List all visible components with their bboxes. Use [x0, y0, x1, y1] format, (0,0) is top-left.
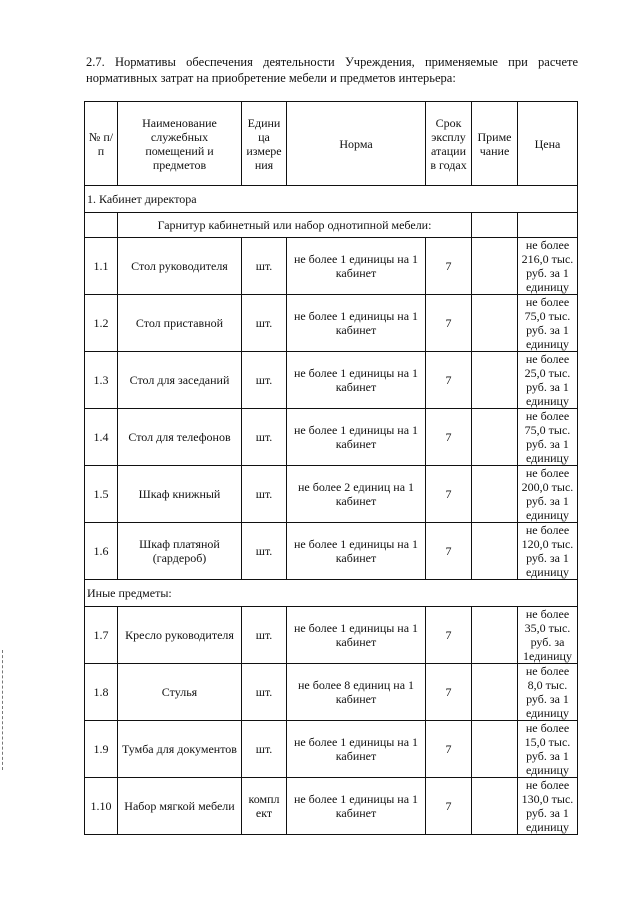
cell-price: не более 130,0 тыс. руб. за 1 единицу [518, 778, 578, 835]
cell-note [472, 352, 518, 409]
cell-note [472, 778, 518, 835]
cell-norm: не более 1 единицы на 1 кабинет [287, 778, 426, 835]
cell-name: Кресло руководителя [118, 607, 242, 664]
header-unit: Едини ца измере ния [242, 102, 287, 186]
cell-norm: не более 2 единиц на 1 кабинет [287, 466, 426, 523]
cell-unit: шт. [242, 352, 287, 409]
cell-price: не более 25,0 тыс. руб. за 1 единицу [518, 352, 578, 409]
cell-num: 1.8 [85, 664, 118, 721]
cell-name: Шкаф книжный [118, 466, 242, 523]
cell-num: 1.6 [85, 523, 118, 580]
cell-norm: не более 1 единицы на 1 кабинет [287, 238, 426, 295]
table-row [85, 409, 578, 466]
table-row [85, 466, 578, 523]
cell-term: 7 [426, 409, 472, 466]
cell-num: 1.10 [85, 778, 118, 835]
cell-price: не более 75,0 тыс. руб. за 1 единицу [518, 409, 578, 466]
scan-edge-mark [2, 650, 4, 770]
cell-term: 7 [426, 295, 472, 352]
cell-note [472, 466, 518, 523]
table-row [85, 523, 578, 580]
group-empty-num [85, 213, 118, 238]
cell-note [472, 721, 518, 778]
header-norm: Норма [287, 102, 426, 186]
cell-price: не более 200,0 тыс. руб. за 1 единицу [518, 466, 578, 523]
cell-unit: шт. [242, 523, 287, 580]
cell-term: 7 [426, 607, 472, 664]
cell-name: Стол для заседаний [118, 352, 242, 409]
cell-note [472, 295, 518, 352]
cell-name: Стол приставной [118, 295, 242, 352]
table-row [85, 721, 578, 778]
cell-price: не более 216,0 тыс. руб. за 1 единицу [518, 238, 578, 295]
cell-unit: компл ект [242, 778, 287, 835]
norms-table [84, 101, 578, 835]
header-term: Срок эксплу атации в годах [426, 102, 472, 186]
header-price: Цена [518, 102, 578, 186]
table-row [85, 607, 578, 664]
cell-norm: не более 1 единицы на 1 кабинет [287, 721, 426, 778]
cell-unit: шт. [242, 721, 287, 778]
cell-num: 1.2 [85, 295, 118, 352]
cell-unit: шт. [242, 466, 287, 523]
cell-num: 1.9 [85, 721, 118, 778]
cell-unit: шт. [242, 607, 287, 664]
section-title: Иные предметы: [85, 580, 578, 607]
table-row [85, 352, 578, 409]
cell-note [472, 409, 518, 466]
cell-num: 1.1 [85, 238, 118, 295]
cell-norm: не более 8 единиц на 1 кабинет [287, 664, 426, 721]
cell-unit: шт. [242, 409, 287, 466]
cell-name: Стулья [118, 664, 242, 721]
group-title: Гарнитур кабинетный или набор однотипной мебели: [118, 213, 472, 238]
cell-term: 7 [426, 778, 472, 835]
cell-term: 7 [426, 238, 472, 295]
cell-term: 7 [426, 523, 472, 580]
cell-norm: не более 1 единицы на 1 кабинет [287, 295, 426, 352]
table-row [85, 664, 578, 721]
cell-note [472, 238, 518, 295]
cell-num: 1.5 [85, 466, 118, 523]
cell-name: Стол для телефонов [118, 409, 242, 466]
cell-name: Стол руководителя [118, 238, 242, 295]
cell-term: 7 [426, 721, 472, 778]
cell-price: не более 35,0 тыс. руб. за 1единицу [518, 607, 578, 664]
section-heading: 2.7. Нормативы обеспечения деятельности Учреждения, применяемые при расчете нормативных затрат на приобретение мебели и предметов интерьера: [86, 55, 578, 85]
cell-price: не более 15,0 тыс. руб. за 1 единицу [518, 721, 578, 778]
cell-norm: не более 1 единицы на 1 кабинет [287, 409, 426, 466]
header-name: Наименование служебных помещений и предметов [118, 102, 242, 186]
cell-name: Набор мягкой мебели [118, 778, 242, 835]
table-header-row [85, 102, 578, 186]
group-empty-note [472, 213, 518, 238]
cell-price: не более 75,0 тыс. руб. за 1 единицу [518, 295, 578, 352]
header-note: Приме чание [472, 102, 518, 186]
cell-norm: не более 1 единицы на 1 кабинет [287, 607, 426, 664]
section-row [85, 580, 578, 607]
cell-name: Тумба для документов [118, 721, 242, 778]
group-row [85, 213, 578, 238]
header-num: № п/п [85, 102, 118, 186]
table-row [85, 778, 578, 835]
cell-norm: не более 1 единицы на 1 кабинет [287, 523, 426, 580]
table-row [85, 295, 578, 352]
cell-num: 1.7 [85, 607, 118, 664]
cell-num: 1.4 [85, 409, 118, 466]
cell-note [472, 523, 518, 580]
cell-num: 1.3 [85, 352, 118, 409]
cell-norm: не более 1 единицы на 1 кабинет [287, 352, 426, 409]
cell-unit: шт. [242, 238, 287, 295]
cell-unit: шт. [242, 295, 287, 352]
cell-term: 7 [426, 466, 472, 523]
cell-price: не более 120,0 тыс. руб. за 1 единицу [518, 523, 578, 580]
group-empty-price [518, 213, 578, 238]
table-row [85, 238, 578, 295]
cell-name: Шкаф платяной (гардероб) [118, 523, 242, 580]
cell-term: 7 [426, 664, 472, 721]
cell-term: 7 [426, 352, 472, 409]
section-title: 1. Кабинет директора [85, 186, 578, 213]
section-row [85, 186, 578, 213]
cell-unit: шт. [242, 664, 287, 721]
cell-note [472, 607, 518, 664]
cell-note [472, 664, 518, 721]
cell-price: не более 8,0 тыс. руб. за 1 единицу [518, 664, 578, 721]
